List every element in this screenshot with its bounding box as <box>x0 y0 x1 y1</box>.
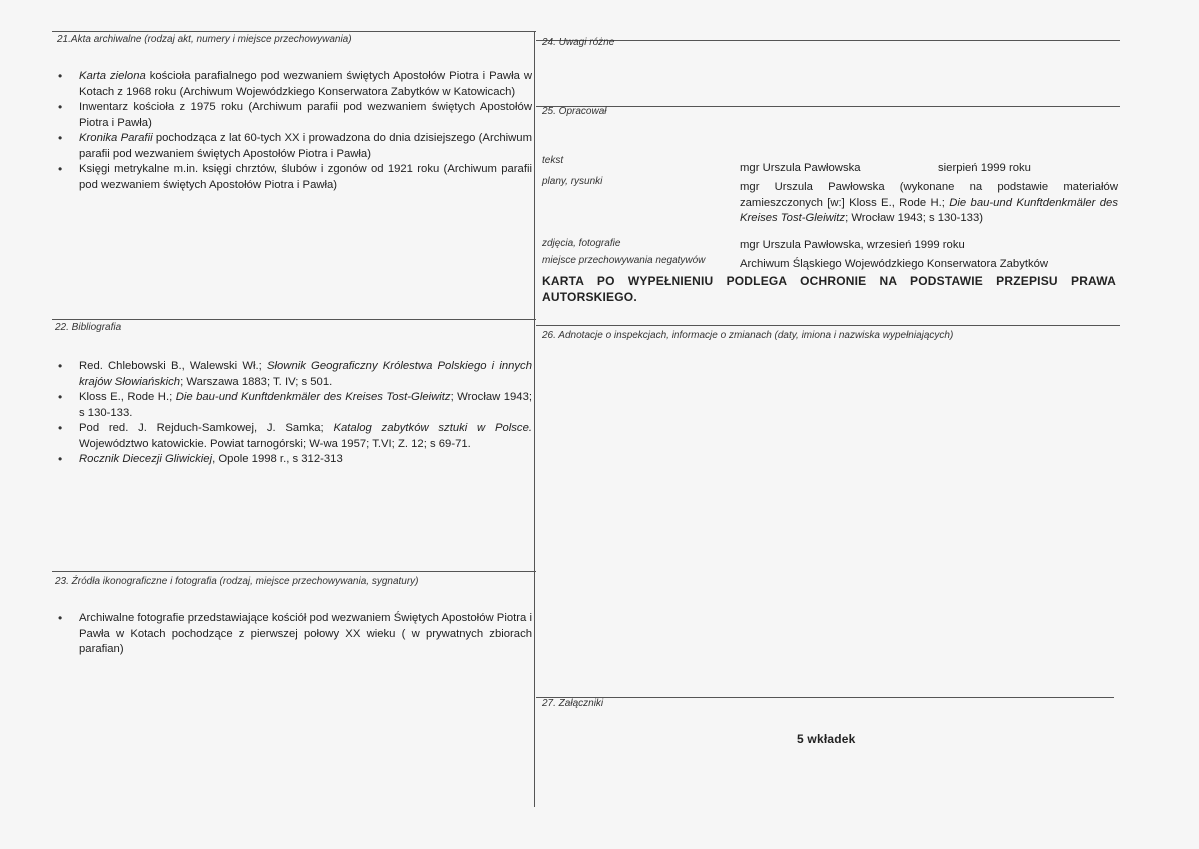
copyright-notice: KARTA PO WYPEŁNIENIU PODLEGA OCHRONIE NA PODSTAWIE PRZEPISU PRAWA <box>542 274 1116 288</box>
zdjecia-label: zdjęcia, fotografie <box>542 238 621 249</box>
list-item: • Księgi metrykalne m.in. księgi chrztów, ślubów i zgonów od 1921 roku (Archiwum parafii pod wezwaniem świętych Apostołów Piotra i Pawła) <box>55 162 532 193</box>
divider-top-left <box>52 31 536 32</box>
divider-26 <box>536 325 1120 326</box>
tekst-label: tekst <box>542 155 564 166</box>
section-22-header: 22. Bibliografia <box>55 322 122 333</box>
section-27-header: 27. Załączniki <box>542 698 604 709</box>
plany-value: mgr Urszula Pawłowska (wykonane na podstawie materiałów zamieszczonych [w:] Kloss E., Rode H.; Die bau-und Kunftdenkmäler des Kreises Tost-Gleiwitz; Wrocław 1943; s 130-133) <box>740 181 1118 224</box>
miejsce-value: Archiwum Śląskiego Wojewódzkiego Konserwatora Zabytków <box>740 258 1049 270</box>
list-item: • Karta zielona kościoła parafialnego pod wezwaniem świętych Apostołów Piotra i Pawła w Kotach z 1968 roku (Archiwum Wojewódzkiego Konserwatora Zabytków w Katowicach) <box>55 69 532 100</box>
divider-top-right <box>536 40 1120 41</box>
divider-27 <box>536 697 1114 698</box>
tekst-author: mgr Urszula Pawłowska <box>740 162 861 174</box>
list-item: • Inwentarz kościoła z 1975 roku (Archiwum parafii pod wezwaniem świętych Apostołów Piotra i Pawła) <box>55 100 532 131</box>
divider-22 <box>52 319 536 320</box>
attachments-count: 5 wkładek <box>797 732 856 746</box>
section-21-list <box>55 69 532 193</box>
section-24-header: 24. Uwagi różne <box>542 37 615 48</box>
divider-25 <box>536 106 1120 107</box>
section-23-list <box>55 611 532 658</box>
tekst-date: sierpień 1999 roku <box>938 162 1031 174</box>
plany-label: plany, rysunki <box>542 176 603 187</box>
zdjecia-value: mgr Urszula Pawłowska, wrzesień 1999 roku <box>740 239 965 251</box>
list-item: • Pod red. J. Rejduch-Samkowej, J. Samka; Katalog zabytków sztuki w Polsce. Województwo katowickie. Powiat tarnogórski; W-wa 1957; T.VI; Z. 12; s 69-71. <box>55 421 532 452</box>
list-item: • Kronika Parafii pochodząca z lat 60-tych XX i prowadzona do dnia dzisiejszego (Archiwum parafii pod wezwaniem świętych Apostołów Piotra i Pawła) <box>55 131 532 162</box>
divider-23 <box>52 571 536 572</box>
copyright-notice-end: AUTORSKIEGO. <box>542 290 637 304</box>
list-item: • Red. Chlebowski B., Walewski Wł.; Słownik Geograficzny Królestwa Polskiego i innych krajów Słowiańskich; Warszawa 1883; T. IV; s 501. <box>55 359 532 390</box>
section-26-header: 26. Adnotacje o inspekcjach, informacje o zmianach (daty, imiona i nazwiska wypełniających) <box>542 330 954 341</box>
list-item: • Archiwalne fotografie przedstawiające kościół pod wezwaniem Świętych Apostołów Piotra i Pawła w Kotach pochodzące z pierwszej połowy XX wieku ( w prywatnych zbiorach parafian) <box>55 611 532 658</box>
list-item: • Rocznik Diecezji Gliwickiej, Opole 1998 r., s 312-313 <box>55 452 532 468</box>
miejsce-label: miejsce przechowywania negatywów <box>542 255 706 266</box>
section-23-header: 23. Źródła ikonograficzne i fotografia (rodzaj, miejsce przechowywania, sygnatury) <box>55 576 419 587</box>
section-21-header: 21.Akta archiwalne (rodzaj akt, numery i miejsce przechowywania) <box>57 34 352 45</box>
list-item: • Kloss E., Rode H.; Die bau-und Kunftdenkmäler des Kreises Tost-Gleiwitz; Wrocław 1943; s 130-133. <box>55 390 532 421</box>
section-22-list <box>55 359 532 468</box>
divider-center <box>534 31 535 807</box>
section-25-header: 25. Opracował <box>542 106 607 117</box>
